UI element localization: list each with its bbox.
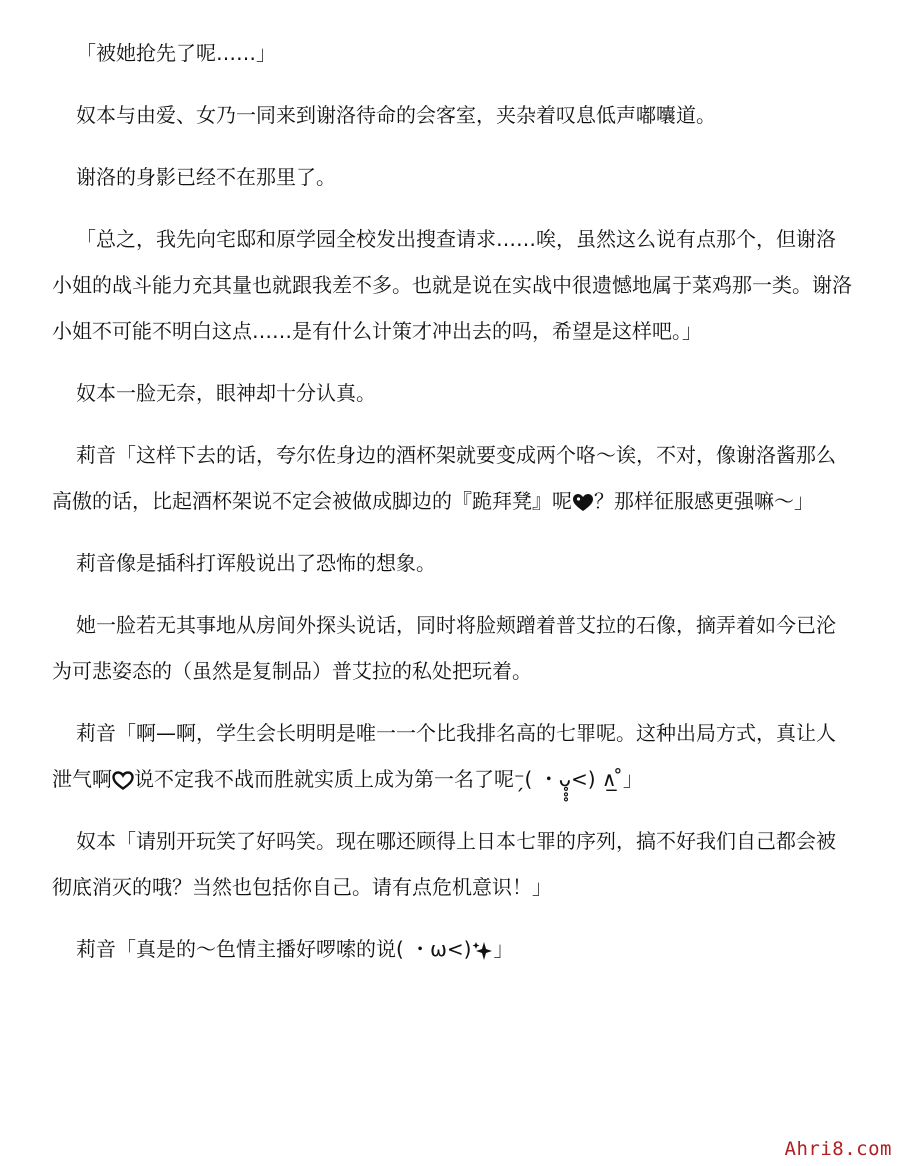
paragraph-11: [52, 926, 852, 972]
paragraph-8: 她一脸若无其事地从房间外探头说话，同时将脸颊蹭着普艾拉的石像，摘弄着如今已沦为可悲姿态的（虽然是复制品）普艾拉的私处把玩着。: [52, 613, 836, 683]
paragraph-5: 奴本一脸无奈，眼神却十分认真。: [76, 381, 376, 405]
paragraph-9-text-before: 莉音「啊—啊，学生会长明明是唯一一个比我排名高的七罪呢。这种出局方式，真让人泄气啊: [52, 721, 836, 791]
paragraph-11-text-after: 」: [493, 937, 514, 961]
heart-icon: [572, 493, 594, 513]
paragraph-3: 谢洛的身影已经不在那里了。: [76, 165, 336, 189]
paragraph-1: 「被她抢先了呢……」: [76, 41, 276, 65]
paragraph-9: [52, 710, 852, 802]
paragraph-9-text-after: 说不定我不战而胜就实质上成为第一名了呢⁻̗( ・ᴗ̥̥̥<) ∧̲ ̊」: [134, 767, 643, 791]
paragraph-2: 奴本与由爱、女乃一同来到谢洛待命的会客室，夹杂着叹息低声嘟囔道。: [76, 103, 716, 127]
paragraph-6-text-before: 莉音「这样下去的话，夸尔佐身边的酒杯架就要变成两个咯～诶，不对，像谢洛酱那么高傲的话，比起酒杯架说不定会被做成脚边的『跪拜凳』呢: [52, 443, 836, 513]
document-body: [52, 30, 852, 988]
paragraph-4: 「总之，我先向宅邸和原学园全校发出搜查请求……唉，虽然这么说有点那个，但谢洛小姐的战斗能力充其量也就跟我差不多。也就是说在实战中很遗憾地属于菜鸡那一类。谢洛小姐不可能不明白这点……是有什么计策才冲出去的吗，希望是这样吧。」: [52, 227, 852, 343]
paragraph-10: 奴本「请别开玩笑了好吗笑。现在哪还顾得上日本七罪的序列，搞不好我们自己都会被彻底消灭的哦？当然也包括你自己。请有点危机意识！」: [52, 829, 836, 899]
paragraph-11-text-before: 莉音「真是的～色情主播好啰嗦的说( ・ω<): [76, 937, 472, 961]
paragraph-6-text-after: ？那样征服感更强嘛～」: [594, 489, 814, 513]
paragraph-6: [52, 432, 852, 524]
heart-outline-icon: [112, 771, 134, 791]
watermark: Ahri8.com: [784, 1138, 892, 1160]
sparkles-icon: [471, 941, 493, 961]
paragraph-7: 莉音像是插科打诨般说出了恐怖的想象。: [76, 551, 436, 575]
